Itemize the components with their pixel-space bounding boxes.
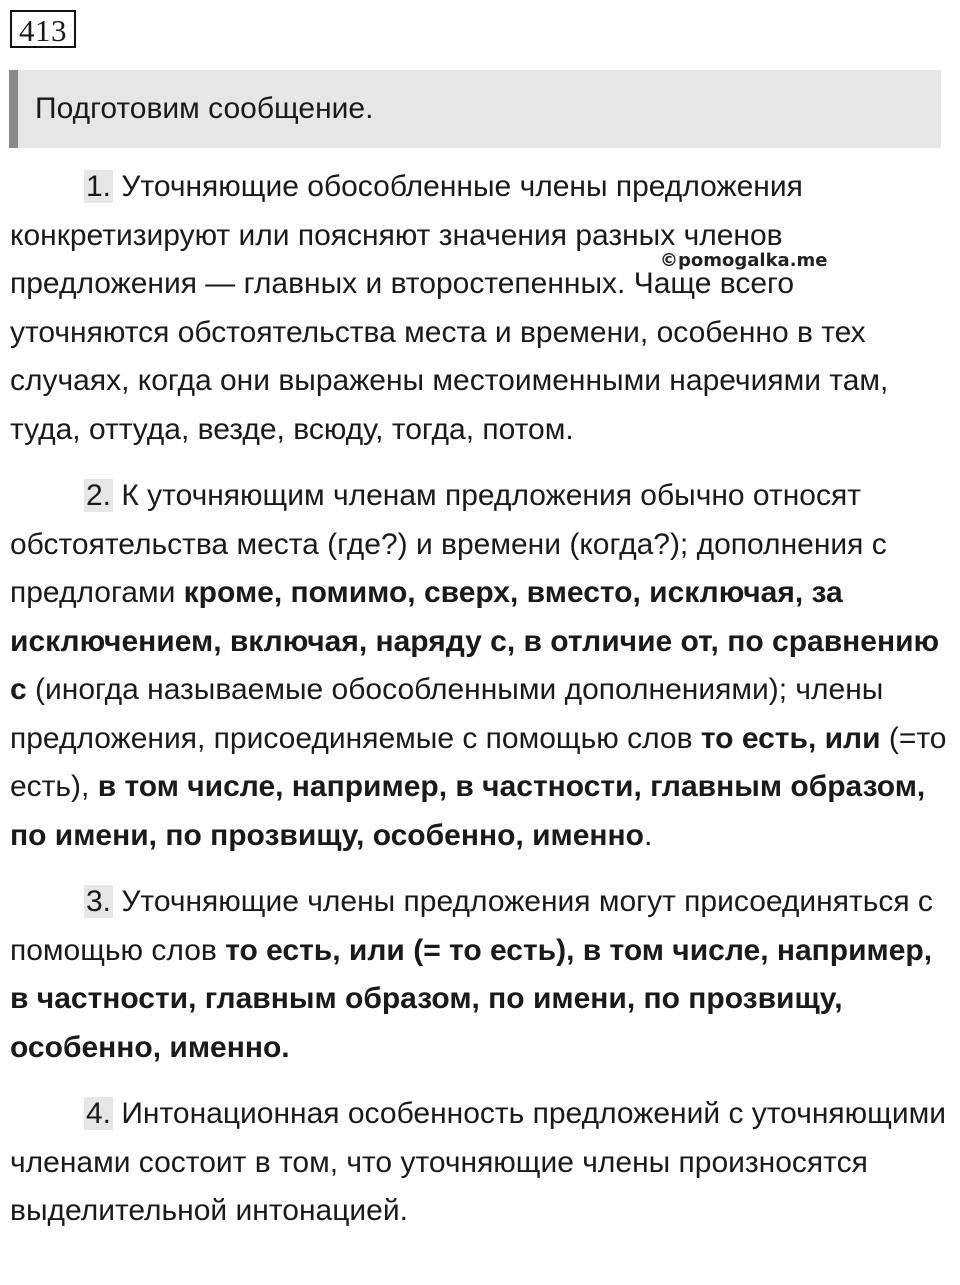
watermark: ©pomogalka.me xyxy=(660,250,828,271)
text-segment: Интонационная особенность предложений с уточняющими членами состоит в том, что уточняющие члены произносятся выделительной интонацией. xyxy=(10,1097,946,1227)
bold-text-segment: то есть, или xyxy=(700,721,881,755)
bold-text-segment: то есть, или (= то есть), в том числе, например, в частности, главным образом, по имени, по прозвищу, особенно, именно. xyxy=(10,933,933,1064)
paragraph-2 xyxy=(10,472,952,860)
paragraph-number: 1. xyxy=(86,170,112,203)
paragraph-1 xyxy=(10,163,952,454)
paragraph-number: 4. xyxy=(86,1097,112,1130)
text-segment: Уточняющие члены предложения могут присоединяться с помощью слов xyxy=(10,885,933,967)
paragraph-3 xyxy=(10,878,952,1072)
text-segment: . xyxy=(643,818,653,852)
bold-text-segment: в том числе, например, в частности, главным образом, по имени, по прозвищу, особенно, именно xyxy=(10,770,926,852)
paragraph-4 xyxy=(10,1090,952,1236)
section-header xyxy=(9,70,941,148)
text-segment: Уточняющие обособленные члены предложения конкретизируют или поясняют значения разных членов предложения — главных и второстепенных. Чаще всего уточняются обстоятельства места и времени, особенно в тех случаях, когда они выражены местоименными наречиями там, туда, оттуда, везде, всюду, тогда, потом. xyxy=(10,170,889,446)
answer-text xyxy=(10,163,952,1254)
text-segment: (=то есть), xyxy=(10,721,947,803)
bold-text-segment: кроме, помимо, сверх, вместо, исключая, за исключением, включая, наряду с, в отличие от, по сравнению с xyxy=(10,576,940,706)
text-segment: (иногда называемые обособленными дополнениями); члены предложения, присоединяемые с помощью слов xyxy=(10,673,884,755)
task-number: 413 xyxy=(10,10,76,48)
section-header-text: Подготовим сообщение. xyxy=(35,92,374,125)
paragraph-number: 3. xyxy=(86,885,112,918)
text-segment: К уточняющим членам предложения обычно относят обстоятельства места (где?) и времени (когда?); дополнения с предлогами xyxy=(10,479,887,609)
paragraph-number: 2. xyxy=(86,479,112,512)
